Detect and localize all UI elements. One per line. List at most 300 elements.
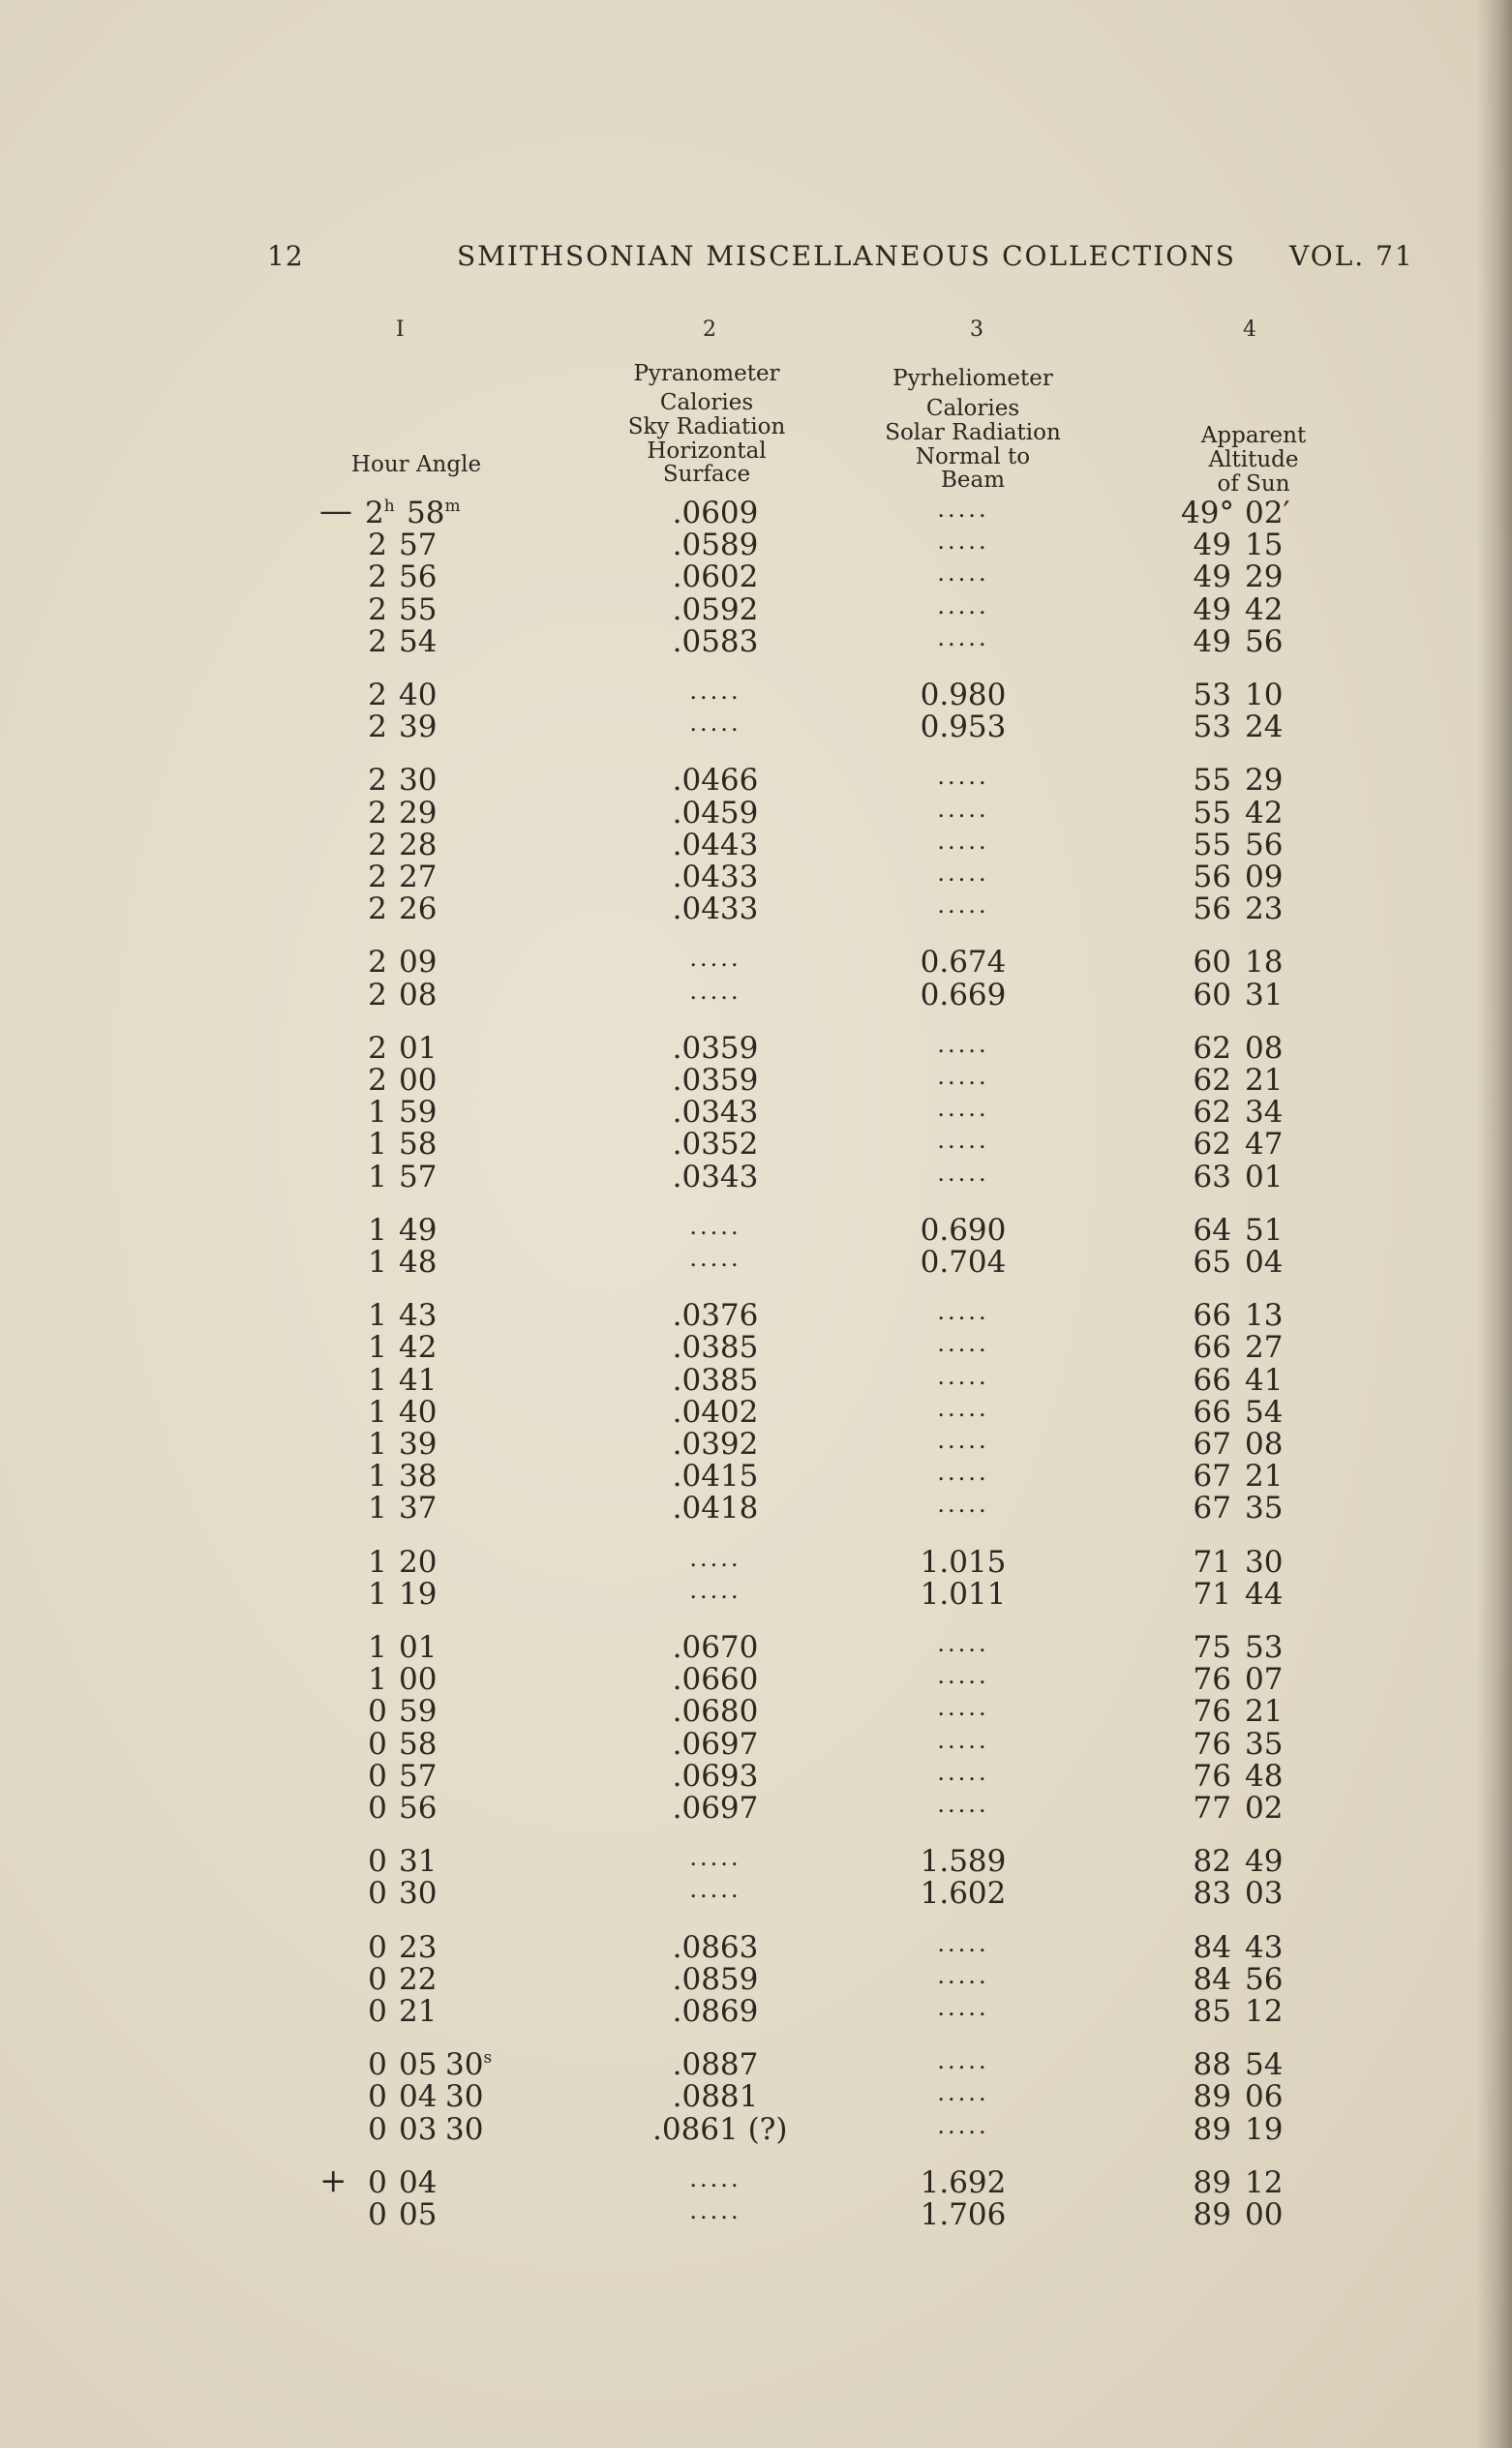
hour-angle-hours bbox=[365, 559, 390, 594]
hour-angle-hours-value: 2 bbox=[368, 710, 387, 745]
table-row bbox=[0, 1876, 1512, 1912]
altitude-degrees: 77 bbox=[1193, 1791, 1231, 1826]
altitude-degrees: 60 bbox=[1193, 945, 1231, 981]
table-row bbox=[0, 1063, 1512, 1098]
hour-angle-seconds-value: 30 bbox=[445, 2047, 484, 2083]
altitude-minutes: 54 bbox=[1245, 1394, 1284, 1430]
hour-angle-minutes-value: 29 bbox=[399, 795, 438, 831]
altitude-minutes: 13 bbox=[1245, 1298, 1284, 1334]
hour-angle-minutes bbox=[399, 1876, 457, 1911]
altitude-minutes: 07 bbox=[1245, 1662, 1284, 1698]
pyranometer-value: ..... bbox=[689, 2164, 741, 2192]
hour-angle-minutes-value: 21 bbox=[399, 1994, 438, 2029]
hour-angle-minutes bbox=[399, 1395, 457, 1430]
heading-pyranometer: Pyranometer bbox=[633, 361, 780, 386]
hour-angle-minutes bbox=[399, 1031, 457, 1066]
table-row bbox=[0, 1726, 1512, 1762]
altitude-degrees: 67 bbox=[1193, 1427, 1231, 1462]
hour-angle-minutes bbox=[399, 1363, 457, 1398]
pyranometer-value: .0433 bbox=[672, 892, 759, 927]
hour-angle-minutes-value: 01 bbox=[399, 1030, 438, 1066]
pyranometer-value: .0697 bbox=[672, 1791, 759, 1826]
altitude-minutes: 21 bbox=[1245, 1459, 1284, 1495]
altitude-degrees: 66 bbox=[1193, 1330, 1231, 1366]
heading-apparent: Apparent bbox=[1200, 423, 1307, 448]
hour-angle-hours bbox=[365, 678, 390, 712]
altitude-minutes: 31 bbox=[1245, 977, 1284, 1012]
pyrheliometer-value: ..... bbox=[937, 1362, 989, 1390]
table-row bbox=[0, 795, 1512, 831]
hour-angle-hours bbox=[365, 1491, 390, 1526]
hour-angle-hours bbox=[365, 528, 390, 562]
altitude-degrees: 56 bbox=[1193, 892, 1231, 927]
hour-angle-hours-value: 1 bbox=[368, 1298, 387, 1334]
hour-angle-minutes-value: 58 bbox=[407, 496, 445, 530]
altitude-degrees: 53 bbox=[1193, 678, 1231, 712]
table-row bbox=[0, 1844, 1512, 1880]
hour-angle-sign: — bbox=[319, 492, 352, 530]
hour-angle-minutes bbox=[399, 945, 457, 980]
pyrheliometer-value: ..... bbox=[937, 2047, 989, 2075]
hour-angle-hours-value: 0 bbox=[368, 1726, 387, 1762]
pyranometer-value: .0680 bbox=[672, 1694, 759, 1730]
pyrheliometer-value: 1.692 bbox=[920, 2164, 1007, 2200]
hour-angle-minutes bbox=[399, 678, 457, 712]
pyrheliometer-value: ..... bbox=[937, 795, 989, 823]
hour-angle-hours-value: 2 bbox=[368, 528, 387, 563]
hour-angle-minutes bbox=[399, 1962, 457, 1997]
hour-angle-hours bbox=[365, 2197, 390, 2232]
hour-angle-hours bbox=[365, 1095, 390, 1130]
hour-angle-minutes-value: 41 bbox=[399, 1362, 438, 1398]
hour-angle-hours bbox=[365, 1727, 390, 1762]
table-row bbox=[0, 1362, 1512, 1398]
hour-angle-hours-value: 2 bbox=[368, 559, 387, 595]
hour-angle-minutes bbox=[399, 1791, 457, 1826]
altitude-degrees: 66 bbox=[1193, 1394, 1231, 1430]
hour-angle-minutes-value: 38 bbox=[399, 1459, 438, 1495]
hour-angle-minutes-value: 04 bbox=[399, 2164, 438, 2200]
page-number: 12 bbox=[267, 240, 304, 272]
heading-pyrheliometer-calories: Calories bbox=[925, 396, 1020, 421]
heading-beam: Beam bbox=[940, 468, 1006, 493]
table-row bbox=[0, 1576, 1512, 1612]
hour-angle-minutes bbox=[399, 2165, 457, 2200]
altitude-degrees: 71 bbox=[1193, 1576, 1231, 1612]
hour-angle-hours bbox=[365, 1395, 390, 1430]
pyrheliometer-value: 0.669 bbox=[920, 977, 1007, 1012]
pyrheliometer-value: 0.980 bbox=[920, 678, 1007, 712]
hour-angle-minutes bbox=[399, 1759, 457, 1794]
hour-angle-hours bbox=[365, 2112, 390, 2147]
hour-angle-minutes-value: 56 bbox=[399, 559, 438, 595]
heading-hour-angle: Hour Angle bbox=[350, 452, 482, 477]
hour-angle-minutes-value: 58 bbox=[399, 1127, 438, 1163]
altitude-minutes: 15 bbox=[1245, 528, 1284, 563]
altitude-minutes: 12 bbox=[1245, 2164, 1284, 2200]
hour-angle-minutes-value: 19 bbox=[399, 1576, 438, 1612]
hour-angle-minutes-value: 56 bbox=[399, 1791, 438, 1826]
hour-angle-minutes-value: 40 bbox=[399, 678, 438, 712]
hour-angle-hours bbox=[365, 1245, 390, 1280]
table-row bbox=[0, 1030, 1512, 1066]
pyrheliometer-value: ..... bbox=[937, 1791, 989, 1818]
pyranometer-value: .0352 bbox=[672, 1127, 759, 1163]
hour-angle-minutes bbox=[399, 624, 457, 659]
pyrheliometer-value: ..... bbox=[937, 1330, 989, 1358]
hour-angle-hours-value: 0 bbox=[368, 1694, 387, 1730]
altitude-minutes: 34 bbox=[1245, 1095, 1284, 1131]
hour-angle-minutes bbox=[399, 1694, 457, 1729]
hour-angle-seconds-value: 30 bbox=[445, 2079, 484, 2115]
table-row bbox=[0, 710, 1512, 745]
pyranometer-value: .0459 bbox=[672, 795, 759, 831]
altitude-minutes: 12 bbox=[1245, 1994, 1284, 2029]
pyranometer-value: .0402 bbox=[672, 1394, 759, 1430]
hour-angle-hours bbox=[365, 624, 390, 659]
hour-angle-minutes-value: 39 bbox=[399, 1427, 438, 1462]
altitude-minutes: 56 bbox=[1245, 623, 1284, 659]
hour-angle-minutes-value: 09 bbox=[399, 945, 438, 981]
altitude-degrees: 55 bbox=[1193, 795, 1231, 831]
hour-angle-minutes bbox=[399, 1491, 457, 1526]
hour-angle-sign: + bbox=[319, 2161, 348, 2200]
altitude-minutes: 29 bbox=[1245, 559, 1284, 595]
pyrheliometer-value: ..... bbox=[937, 1030, 989, 1058]
hour-angle-minutes-value: 49 bbox=[399, 1212, 438, 1248]
altitude-minutes: 02′ bbox=[1245, 496, 1290, 530]
hour-angle-hours bbox=[365, 1427, 390, 1462]
hour-angle-hours bbox=[365, 1213, 390, 1248]
altitude-minutes: 47 bbox=[1245, 1127, 1284, 1163]
pyrheliometer-value: 0.704 bbox=[920, 1245, 1007, 1280]
hour-angle-seconds bbox=[445, 2112, 503, 2147]
hour-angle-hours bbox=[365, 892, 390, 926]
table-row bbox=[0, 1791, 1512, 1826]
altitude-degrees: 76 bbox=[1193, 1662, 1231, 1698]
pyranometer-value: .0660 bbox=[672, 1662, 759, 1698]
altitude-degrees: 53 bbox=[1193, 710, 1231, 745]
altitude-degrees: 55 bbox=[1193, 827, 1231, 862]
hour-angle-minutes-value: 30 bbox=[399, 1876, 438, 1912]
hour-angle-minutes bbox=[399, 1577, 457, 1612]
pyrheliometer-value: ..... bbox=[937, 1994, 989, 2021]
hour-angle-hours bbox=[365, 1063, 390, 1098]
altitude-minutes: 54 bbox=[1245, 2047, 1284, 2083]
hour-angle-hours bbox=[365, 796, 390, 831]
altitude-degrees: 89 bbox=[1193, 2111, 1231, 2147]
heading-pyranometer-calories: Calories bbox=[659, 390, 754, 415]
hour-angle-hours-value: 1 bbox=[368, 1212, 387, 1248]
table-row bbox=[0, 591, 1512, 627]
hour-angle-hours-value: 2 bbox=[368, 892, 387, 927]
hour-angle-minutes bbox=[399, 1127, 457, 1162]
hour-angle-hours bbox=[365, 1545, 390, 1580]
altitude-minutes: 51 bbox=[1245, 1212, 1284, 1248]
hour-angle-minutes bbox=[399, 1427, 457, 1462]
hour-angle-minutes-value: 59 bbox=[399, 1694, 438, 1730]
hour-angle-minutes bbox=[399, 710, 457, 744]
hour-angle-minutes-value: 58 bbox=[399, 1726, 438, 1762]
altitude-degrees: 67 bbox=[1193, 1491, 1231, 1526]
pyrheliometer-value: ..... bbox=[937, 1298, 989, 1326]
pyranometer-value: .0602 bbox=[672, 559, 759, 595]
hour-angle-hours-value: 2 bbox=[368, 678, 387, 712]
heading-normal-to: Normal to bbox=[915, 444, 1031, 469]
table-row bbox=[0, 2111, 1512, 2147]
altitude-minutes: 21 bbox=[1245, 1063, 1284, 1098]
hour-angle-minutes-value: 26 bbox=[399, 892, 438, 927]
hour-angle-minutes-value: 23 bbox=[399, 1929, 438, 1965]
altitude-minutes: 53 bbox=[1245, 1630, 1284, 1665]
hour-angle-hours bbox=[365, 828, 390, 862]
altitude-minutes: 35 bbox=[1245, 1726, 1284, 1762]
pyrheliometer-value: ..... bbox=[937, 1394, 989, 1422]
hour-angle-seconds-value: 30 bbox=[445, 2111, 484, 2147]
table-row bbox=[0, 2047, 1512, 2083]
altitude-degrees: 76 bbox=[1193, 1758, 1231, 1794]
hour-angle-hours bbox=[365, 1127, 390, 1162]
hour-angle-hours bbox=[365, 496, 395, 530]
pyranometer-value: .0466 bbox=[672, 763, 759, 799]
table-row bbox=[0, 978, 1512, 1010]
pyrheliometer-value: ..... bbox=[937, 1630, 989, 1657]
table-row bbox=[0, 623, 1512, 659]
hour-angle-minutes bbox=[399, 1245, 457, 1280]
hour-angle-hours-value: 0 bbox=[368, 1844, 387, 1880]
hour-angle-hours-value: 2 bbox=[368, 945, 387, 981]
pyrheliometer-value: 1.011 bbox=[920, 1576, 1007, 1612]
hour-angle-hours bbox=[365, 1662, 390, 1697]
table-row bbox=[0, 892, 1512, 927]
table-row bbox=[0, 2161, 1512, 2200]
hour-angle-minutes bbox=[399, 828, 457, 862]
pyranometer-value: .0583 bbox=[672, 623, 759, 659]
pyranometer-value: .0385 bbox=[672, 1362, 759, 1398]
pyranometer-value: .0693 bbox=[672, 1758, 759, 1794]
hour-angle-minutes-value: 57 bbox=[399, 528, 438, 563]
pyrheliometer-value: ..... bbox=[937, 1758, 989, 1786]
altitude-degrees: 62 bbox=[1193, 1030, 1231, 1066]
hour-angle-minutes bbox=[399, 592, 457, 627]
table-row bbox=[0, 1961, 1512, 1997]
altitude-degrees: 88 bbox=[1193, 2047, 1231, 2083]
pyranometer-value: .0609 bbox=[672, 496, 759, 530]
hour-angle-minutes bbox=[399, 1063, 457, 1098]
altitude-degrees: 67 bbox=[1193, 1459, 1231, 1495]
hour-angle-minutes bbox=[399, 1095, 457, 1130]
table-row bbox=[0, 492, 1512, 530]
pyranometer-value: .0359 bbox=[672, 1063, 759, 1098]
altitude-degrees: 62 bbox=[1193, 1095, 1231, 1131]
altitude-degrees: 89 bbox=[1193, 2197, 1231, 2232]
hour-angle-hours-value: 0 bbox=[368, 2197, 387, 2232]
hour-angle-minutes bbox=[399, 2197, 457, 2232]
altitude-minutes: 29 bbox=[1245, 763, 1284, 799]
hour-angle-hours-value: 1 bbox=[368, 1459, 387, 1495]
hour-angle-hours-value: 1 bbox=[368, 1127, 387, 1163]
hour-angle-minutes bbox=[399, 1930, 457, 1965]
altitude-minutes: 49 bbox=[1245, 1844, 1284, 1880]
table-row bbox=[0, 1758, 1512, 1794]
hour-angle-minutes-value: 20 bbox=[399, 1544, 438, 1580]
hour-angle-hours-value: 0 bbox=[368, 1994, 387, 2029]
table-row bbox=[0, 763, 1512, 799]
hour-angle-hours-value: 1 bbox=[368, 1662, 387, 1698]
hour-angle-hours-value: 2 bbox=[368, 795, 387, 831]
altitude-minutes: 03 bbox=[1245, 1876, 1284, 1912]
hour-angle-hours-value: 2 bbox=[365, 496, 384, 530]
altitude-degrees: 89 bbox=[1193, 2079, 1231, 2115]
hour-angle-hours bbox=[365, 1876, 390, 1911]
hour-angle-minutes bbox=[399, 1727, 457, 1762]
hour-angle-minutes-value: 57 bbox=[399, 1758, 438, 1794]
table-row bbox=[0, 1491, 1512, 1526]
pyranometer-value: .0385 bbox=[672, 1330, 759, 1366]
hour-angle-minutes bbox=[399, 796, 457, 831]
pyranometer-value: .0343 bbox=[672, 1159, 759, 1194]
pyranometer-value: .0443 bbox=[672, 827, 759, 862]
hour-angle-hours bbox=[365, 2165, 390, 2200]
hour-angle-minutes bbox=[399, 1630, 457, 1665]
pyranometer-value: .0415 bbox=[672, 1459, 759, 1495]
heading-surface: Surface bbox=[662, 462, 751, 487]
table-row bbox=[0, 559, 1512, 595]
hour-angle-minutes bbox=[399, 1459, 457, 1494]
hour-angle-minutes-value: 28 bbox=[399, 827, 438, 862]
pyranometer-value: ..... bbox=[689, 2197, 741, 2224]
hour-angle-hours-value: 0 bbox=[368, 2079, 387, 2115]
altitude-degrees: 49 bbox=[1193, 623, 1231, 659]
altitude-minutes: 18 bbox=[1245, 945, 1284, 981]
hour-angle-minutes-value: 30 bbox=[399, 763, 438, 799]
hour-angle-minutes-value: 57 bbox=[399, 1159, 438, 1194]
hour-angle-minutes bbox=[399, 978, 457, 1012]
table-row bbox=[0, 1427, 1512, 1462]
hour-angle-hours-value: 0 bbox=[368, 1758, 387, 1794]
table-row bbox=[0, 2197, 1512, 2232]
hour-angle-minutes-value: 39 bbox=[399, 710, 438, 745]
hour-angle-minutes bbox=[399, 1213, 457, 1248]
unit-minutes: m bbox=[444, 497, 461, 516]
altitude-degrees: 75 bbox=[1193, 1630, 1231, 1665]
table-row bbox=[0, 1095, 1512, 1131]
pyranometer-value: .0592 bbox=[672, 591, 759, 627]
altitude-minutes: 42 bbox=[1245, 795, 1284, 831]
pyrheliometer-value: ..... bbox=[937, 2111, 989, 2139]
pyrheliometer-value: ..... bbox=[937, 892, 989, 920]
hour-angle-hours-value: 1 bbox=[368, 1245, 387, 1280]
hour-angle-minutes-value: 05 bbox=[399, 2197, 438, 2232]
table-row bbox=[0, 2079, 1512, 2115]
altitude-minutes: 21 bbox=[1245, 1694, 1284, 1730]
hour-angle-hours-value: 0 bbox=[368, 2111, 387, 2147]
altitude-degrees: 71 bbox=[1193, 1544, 1231, 1580]
pyrheliometer-value: ..... bbox=[937, 591, 989, 620]
table-row bbox=[0, 1544, 1512, 1580]
hour-angle-hours-value: 0 bbox=[368, 1791, 387, 1826]
pyranometer-value: .0863 bbox=[672, 1929, 759, 1965]
hour-angle-hours bbox=[365, 945, 390, 980]
hour-angle-minutes-value: 05 bbox=[399, 2047, 438, 2083]
altitude-degrees: 66 bbox=[1193, 1362, 1231, 1398]
pyrheliometer-value: ..... bbox=[937, 1063, 989, 1090]
pyrheliometer-value: ..... bbox=[937, 1491, 989, 1519]
altitude-minutes: 56 bbox=[1245, 827, 1284, 862]
altitude-degrees: 60 bbox=[1193, 977, 1231, 1012]
hour-angle-minutes bbox=[399, 528, 457, 562]
pyrheliometer-value: ..... bbox=[937, 1095, 989, 1123]
pyrheliometer-value: ..... bbox=[937, 1127, 989, 1155]
pyranometer-value: ..... bbox=[689, 1212, 741, 1240]
hour-angle-minutes-value: 31 bbox=[399, 1844, 438, 1880]
hour-angle-hours bbox=[365, 592, 390, 627]
hour-angle-minutes-value: 43 bbox=[399, 1298, 438, 1334]
altitude-minutes: 24 bbox=[1245, 710, 1284, 745]
pyranometer-value: .0433 bbox=[672, 860, 759, 894]
pyranometer-value: .0418 bbox=[672, 1491, 759, 1526]
pyranometer-value: .0670 bbox=[672, 1630, 759, 1665]
hour-angle-hours-value: 2 bbox=[368, 827, 387, 862]
hour-angle-hours-value: 0 bbox=[368, 1876, 387, 1912]
altitude-degrees: 66 bbox=[1193, 1298, 1231, 1334]
pyranometer-value: .0861 (?) bbox=[652, 2111, 788, 2147]
hour-angle-hours bbox=[365, 2047, 390, 2082]
pyranometer-value: .0881 bbox=[672, 2079, 759, 2115]
heading-altitude: Altitude bbox=[1208, 447, 1299, 472]
hour-angle-hours bbox=[365, 1844, 390, 1879]
altitude-degrees: 49 bbox=[1193, 528, 1231, 563]
altitude-minutes: 08 bbox=[1245, 1427, 1284, 1462]
hour-angle-minutes-value: 00 bbox=[399, 1063, 438, 1098]
table-row bbox=[0, 1929, 1512, 1965]
hour-angle-hours-value: 2 bbox=[368, 860, 387, 894]
hour-angle-minutes-value: 00 bbox=[399, 1662, 438, 1698]
hour-angle-hours-value: 1 bbox=[368, 1159, 387, 1194]
unit-seconds: s bbox=[483, 2048, 493, 2069]
hour-angle-hours-value: 1 bbox=[368, 1362, 387, 1398]
hour-angle-seconds bbox=[445, 2047, 503, 2082]
altitude-minutes: 30 bbox=[1245, 1544, 1284, 1580]
pyrheliometer-value: ..... bbox=[937, 1662, 989, 1690]
hour-angle-hours bbox=[365, 1363, 390, 1398]
altitude-degrees: 82 bbox=[1193, 1844, 1231, 1880]
altitude-degrees: 62 bbox=[1193, 1127, 1231, 1163]
pyranometer-value: .0869 bbox=[672, 1994, 759, 2029]
hour-angle-hours-value: 1 bbox=[368, 1394, 387, 1430]
altitude-degrees: 85 bbox=[1193, 1994, 1231, 2029]
pyrheliometer-value: ..... bbox=[937, 763, 989, 791]
pyranometer-value: .0392 bbox=[672, 1427, 759, 1462]
pyrheliometer-value: ..... bbox=[937, 1459, 989, 1487]
altitude-degrees: 64 bbox=[1193, 1212, 1231, 1248]
altitude-minutes: 02 bbox=[1245, 1791, 1284, 1826]
altitude-degrees: 84 bbox=[1193, 1961, 1231, 1997]
hour-angle-minutes-value: 27 bbox=[399, 860, 438, 894]
altitude-degrees: 76 bbox=[1193, 1694, 1231, 1730]
table-row bbox=[0, 1127, 1512, 1163]
altitude-degrees: 55 bbox=[1193, 763, 1231, 799]
pyrheliometer-value: ..... bbox=[937, 1159, 989, 1187]
hour-angle-hours bbox=[365, 860, 390, 894]
pyrheliometer-value: ..... bbox=[937, 528, 989, 556]
altitude-degrees: 65 bbox=[1193, 1245, 1231, 1280]
hour-angle-hours bbox=[365, 978, 390, 1012]
heading-horizontal: Horizontal bbox=[647, 438, 767, 464]
heading-solar-radiation: Solar Radiation bbox=[885, 420, 1061, 445]
hour-angle-hours bbox=[365, 710, 390, 744]
hour-angle-minutes-value: 59 bbox=[399, 1095, 438, 1131]
